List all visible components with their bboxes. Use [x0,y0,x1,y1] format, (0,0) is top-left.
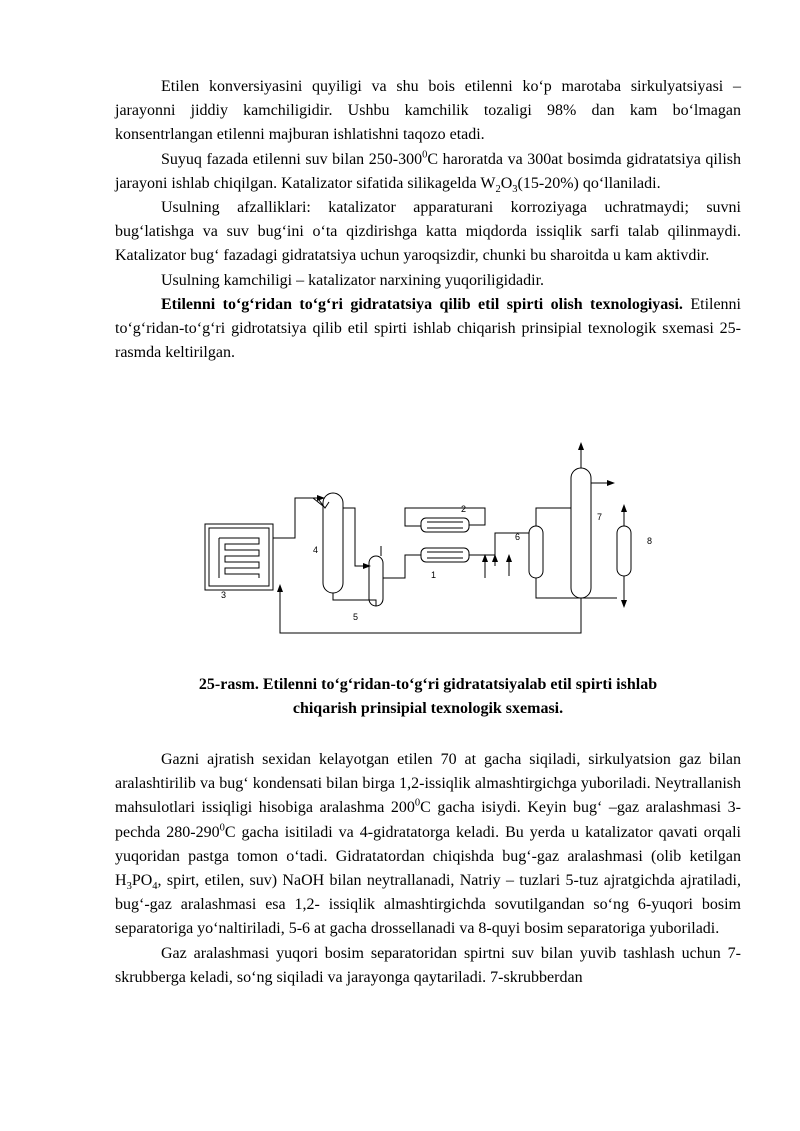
salt-separator-5 [369,556,383,606]
paragraph-1: Etilen konversiyasini quyiligi va shu bois etilenni ko‘p marotaba sirkulyatsiyasi – jarayonni jiddiy kamchiligidir. Ushbu kamchilik tozaligi 98% dan kam bo‘lmagan konsentrlangan etilenni majburan ishlatishni taqozo etadi. [115,78,741,144]
low-pressure-separator-8 [617,526,631,576]
heat-exchanger-1 [421,548,469,562]
scrubber-7 [571,468,591,598]
caption-line-1: 25-rasm. Etilenni to‘g‘ridan-to‘g‘ri gidratatsiyalab etil spirti ishlab [198,676,658,693]
paragraph-2: Suyuq fazada etilenni suv bilan $250-300^0C$ haroratda va 300at bosimda gidratatsiya qilish jarayoni ishlab chiqilgan. Katalizator sifatida silikagelda $W_2O_3(15-20\%)$ qo‘llaniladi. [115,149,741,195]
label-3: 3 [221,590,227,600]
heat-exchanger-2 [421,518,469,532]
label-5: 5 [353,612,359,622]
process-flow-diagram [195,438,675,648]
caption-line-2: chiqarish prinsipial texnologik sxemasi. [292,700,564,718]
figure-caption [115,673,741,721]
paragraph-5: Etilenni to‘g‘ridan to‘g‘ri gidratatsiya qilib etil spirti olish texnologiyasi. Etilenni to‘g‘ridan-to‘g‘ri gidrotatsiya qilib etil spirti ishlab chiqarish prinsipial texnologik sxemasi 25-rasmda keltirilgan. [115,295,742,362]
flow-arrows [277,442,627,608]
label-8: 8 [647,536,653,546]
label-1: 1 [431,570,437,580]
label-2: 2 [461,504,467,514]
hydrator-4 [313,493,343,593]
high-pressure-separator-6 [529,526,543,578]
furnace-3 [205,524,273,590]
paragraph-6: Gazni ajratish sexidan kelayotgan etilen 70 at gacha siqiladi, sirkulyatsion gaz bilan aralashtirilib va bug‘ kondensati bilan birga 1,2-issiqlik almashtirgichga yuboriladi. Neytrallanish mahsulotlari issiqligi hisobiga aralashma $200^0C$ gacha isiydi. Keyin bug‘ –gaz aralashmasi 3-pechda $280-290^0C$ gacha isitiladi va 4-gidratatorga keladi. Bu yerda u katalizator qavati orqali yuqoridan pastga tomon o‘tadi. Gidratatordan chiqishda bug‘-gaz aralashmasi (olib ketilgan $H_3PO_4$, spirt, etilen, suv) NaOH bilan neytrallanadi, Natriy – tuzlari 5-tuz ajratgichda ajratiladi, bug‘-gaz aralashmasi esa 1,2- issiqlik almashtirgichda sovutilgandan so‘ng 6-yuqori bosim separatoriga yo‘naltiriladi, 5-6 at gacha drossellanadi va 8-quyi bosim separatoriga yuboriladi. [115,751,742,938]
label-6: 6 [515,532,521,542]
paragraph-7: Gaz aralashmasi yuqori bosim separatoridan spirtni suv bilan yuvib tashlash uchun 7-skrubberga keladi, so‘ng siqiladi va jarayonga qaytariladi. 7-skrubberdan [115,944,741,986]
bottom-text [115,748,741,990]
label-4: 4 [313,545,319,555]
section-heading: Etilenni to‘g‘ridan to‘g‘ri gidratatsiya qilib etil spirti olish texnologiyasi. [161,295,683,313]
label-7: 7 [597,512,603,522]
paragraph-3: Usulning afzalliklari: katalizator apparaturani korroziyaga uchratmaydi; suvni bug‘latishga va suv bug‘ini o‘ta qizdirishga katta miqdorda issiqlik sarfi talab qilinmaydi. Katalizator bug‘ fazadagi gidratatsiya uchun yaroqsizdir, chunki bu sharoitda u kam aktivdir. [115,199,741,265]
paragraph-4: Usulning kamchiligi – katalizator narxining yuqoriligidadir. [161,271,545,289]
top-text [115,75,741,365]
